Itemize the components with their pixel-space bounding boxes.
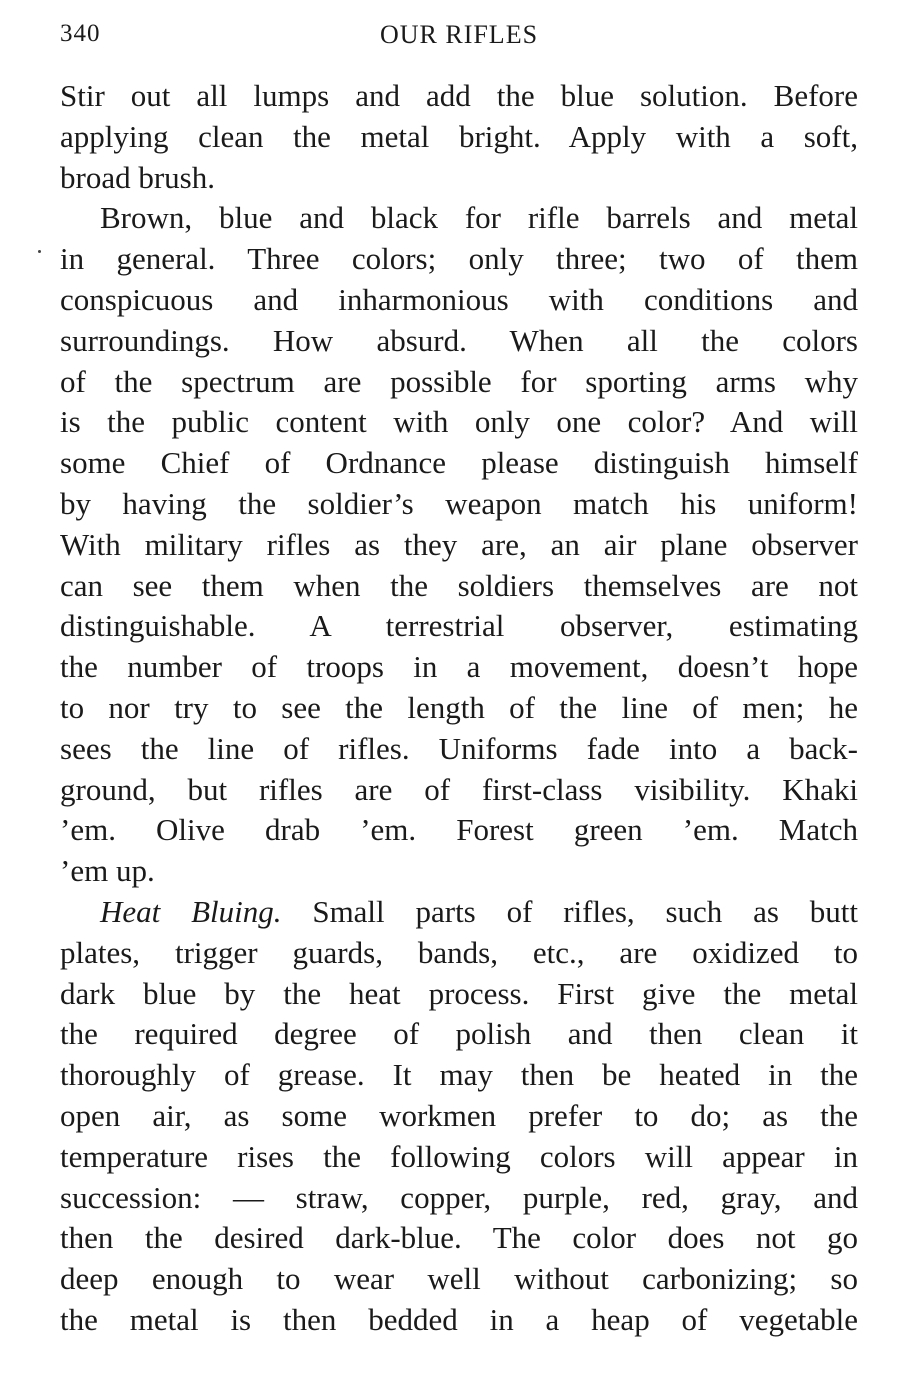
- text-line: applying clean the metal bright. Apply with a soft,: [60, 118, 858, 154]
- text-line: distinguishable. A terrestrial observer, estimating: [60, 608, 858, 644]
- text-line: of the spectrum are possible for sporting arms why: [60, 363, 858, 399]
- page-header: [60, 18, 858, 54]
- text-line: [60, 892, 858, 933]
- text-line: is the public content with only one color? And will: [60, 404, 858, 440]
- text-line: Stir out all lumps and add the blue solution. Before: [60, 78, 858, 113]
- body-text: [60, 76, 858, 1341]
- text-line: to nor try to see the length of the line of men; he: [60, 689, 858, 725]
- text-line: the number of troops in a movement, doesn’t hope: [60, 649, 858, 685]
- text-line: temperature rises the following colors will appear in: [60, 1138, 858, 1174]
- text-line: in general. Three colors; only three; two of them: [60, 241, 858, 277]
- text-line: broad brush.: [60, 159, 215, 195]
- page-number: 340: [60, 20, 101, 47]
- text-line: ground, but rifles are of first-class visibility. Khaki: [60, 771, 858, 807]
- text-line: deep enough to wear well without carbonizing; so: [60, 1261, 858, 1297]
- text-line: conspicuous and inharmonious with conditions and: [60, 281, 858, 317]
- paragraph: [60, 892, 858, 1341]
- scan-speck: [38, 250, 41, 253]
- text-line: then the desired dark-blue. The color does not go: [60, 1220, 858, 1256]
- text-line: ’em. Olive drab ’em. Forest green ’em. Match: [60, 812, 858, 848]
- text-line: ’em up.: [60, 853, 155, 889]
- text-line: surroundings. How absurd. When all the colors: [60, 322, 858, 358]
- text-line: dark blue by the heat process. First give the metal: [60, 975, 858, 1011]
- section-heading-italic: Heat Bluing.: [100, 893, 282, 929]
- text-line: Brown, blue and black for rifle barrels and metal: [100, 200, 858, 236]
- paragraph: [60, 198, 858, 892]
- text-line: the metal is then bedded in a heap of vegetable: [60, 1301, 858, 1337]
- running-title: OUR RIFLES: [379, 20, 539, 49]
- text-line: open air, as some workmen prefer to do; as the: [60, 1097, 858, 1133]
- text-run: Small parts of rifles, such as butt: [281, 893, 858, 929]
- text-line: the required degree of polish and then clean it: [60, 1016, 858, 1052]
- text-line: succession: — straw, copper, purple, red, gray, and: [60, 1179, 858, 1215]
- text-line: can see them when the soldiers themselves are not: [60, 567, 858, 603]
- text-line: sees the line of rifles. Uniforms fade into a back-: [60, 730, 858, 766]
- text-line: plates, trigger guards, bands, etc., are oxidized to: [60, 934, 858, 970]
- text-line: thoroughly of grease. It may then be heated in the: [60, 1057, 858, 1093]
- text-line: by having the soldier’s weapon match his uniform!: [60, 485, 858, 521]
- paragraph: [60, 76, 858, 198]
- text-line: With military rifles as they are, an air plane observer: [60, 526, 858, 562]
- text-line: some Chief of Ordnance please distinguish himself: [60, 445, 858, 481]
